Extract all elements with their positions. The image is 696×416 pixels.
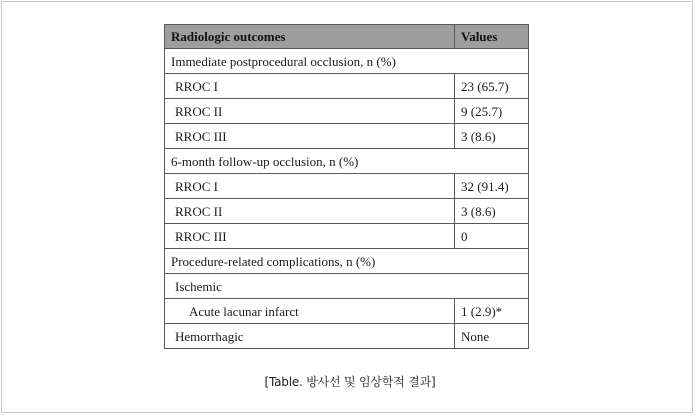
row-label: RROC II	[165, 99, 455, 124]
table-row	[165, 224, 529, 249]
table-row	[165, 299, 529, 324]
section-row	[165, 49, 529, 74]
table-row	[165, 199, 529, 224]
row-value: 32 (91.4)	[455, 174, 529, 199]
row-value: 23 (65.7)	[455, 74, 529, 99]
section-label: Immediate postprocedural occlusion, n (%)	[165, 49, 529, 74]
header-outcomes: Radiologic outcomes	[165, 25, 455, 49]
table-row	[165, 124, 529, 149]
table-row	[165, 74, 529, 99]
row-label: RROC I	[165, 174, 455, 199]
row-label: Acute lacunar infarct	[165, 299, 455, 324]
row-label: RROC III	[165, 124, 455, 149]
row-label: RROC II	[165, 199, 455, 224]
section-row	[165, 149, 529, 174]
subsection-row	[165, 274, 529, 299]
row-label: RROC III	[165, 224, 455, 249]
row-value: 3 (8.6)	[455, 124, 529, 149]
row-value: 1 (2.9)*	[455, 299, 529, 324]
section-label: 6-month follow-up occlusion, n (%)	[165, 149, 529, 174]
row-value: None	[455, 324, 529, 349]
row-value: 0	[455, 224, 529, 249]
radiologic-outcomes-table	[164, 24, 529, 349]
table-row	[165, 324, 529, 349]
row-label: Hemorrhagic	[165, 324, 455, 349]
section-label: Procedure-related complications, n (%)	[165, 249, 529, 274]
figure-frame	[1, 1, 693, 413]
row-value: 9 (25.7)	[455, 99, 529, 124]
row-value: 3 (8.6)	[455, 199, 529, 224]
section-row	[165, 249, 529, 274]
table-caption: [Table. 방사선 및 임상학적 결과]	[264, 375, 436, 389]
row-label: RROC I	[165, 74, 455, 99]
subsection-label: Ischemic	[165, 274, 529, 299]
table-header-row	[165, 25, 529, 49]
header-values: Values	[455, 25, 529, 49]
table-row	[165, 99, 529, 124]
table-row	[165, 174, 529, 199]
